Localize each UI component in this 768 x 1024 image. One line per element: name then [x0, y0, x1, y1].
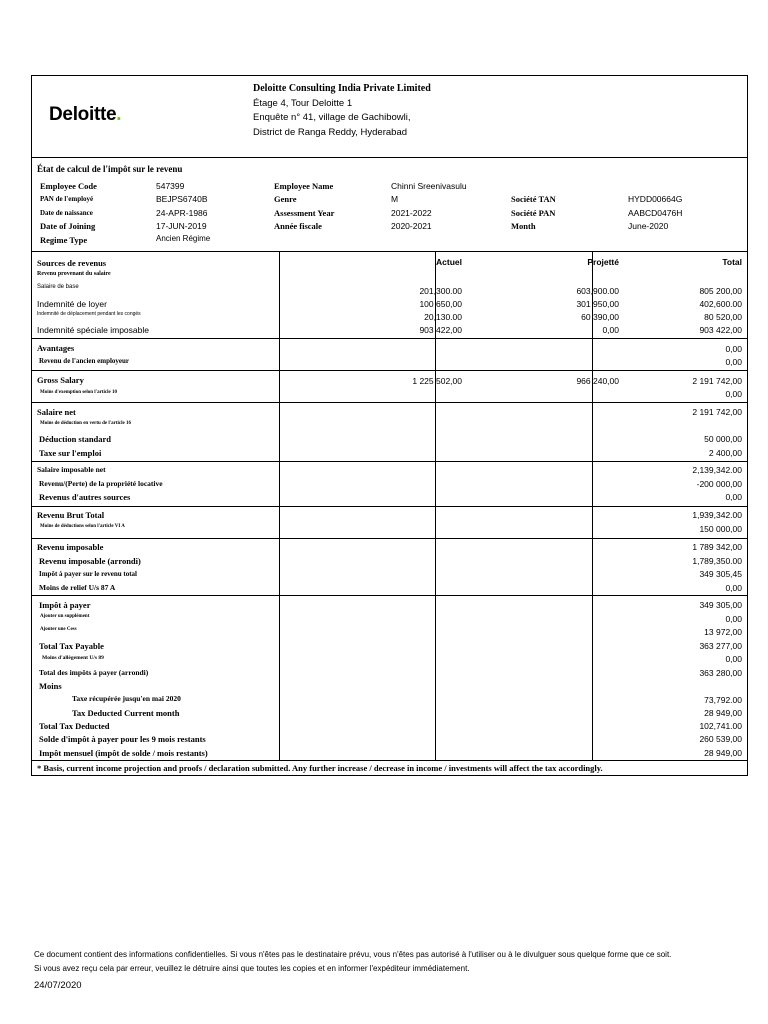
cell-total: 1,789,350.00: [692, 556, 742, 566]
cell-total: 0,00: [725, 492, 742, 502]
row-divider: [32, 338, 747, 339]
row-label: Revenu imposable (arrondi): [39, 556, 141, 566]
company-name: Deloitte Consulting India Private Limited: [253, 83, 431, 94]
assessment-year-value: 2021-2022: [391, 208, 432, 218]
cell-projected: 60 390,00: [581, 312, 619, 322]
row-label: Indemnité spéciale imposable: [37, 325, 149, 335]
address-line: Enquête n° 41, village de Gachibowli,: [253, 112, 411, 123]
row-label: Avantages: [37, 343, 75, 353]
employee-name-label: Employee Name: [274, 181, 334, 191]
cell-total: 2 400,00: [708, 448, 742, 458]
cell-actual: 100 650,00: [419, 299, 462, 309]
employee-code-label: Employee Code: [40, 181, 97, 191]
dob-value: 24-APR-1986: [156, 208, 208, 218]
cell-total: 28 949,00: [704, 748, 742, 758]
cell-actual: 903 422,00: [419, 325, 462, 335]
cell-total: 363 277,00: [699, 641, 742, 651]
footnote-row: [32, 761, 747, 775]
cell-total: 2,139,342.00: [692, 465, 742, 475]
company-tan-label: Société TAN: [511, 194, 556, 204]
row-label: Total Tax Deducted: [39, 721, 110, 731]
row-divider: [32, 506, 747, 507]
row-label: Moins de relief U/s 87 A: [39, 583, 116, 592]
cell-projected: 0,00: [602, 325, 619, 335]
row-divider: [32, 595, 747, 596]
employee-pan-value: BEJPS6740B: [156, 194, 208, 204]
doj-value: 17-JUN-2019: [156, 221, 207, 231]
salary-subheader: Revenu provenant du salaire: [37, 271, 111, 277]
cell-total: 349 305,00: [699, 600, 742, 610]
cell-total: 0,00: [725, 389, 742, 399]
cell-total: 150 000,00: [699, 524, 742, 534]
cell-total: 13 972,00: [704, 627, 742, 637]
address-line: Étage 4, Tour Deloitte 1: [253, 97, 353, 109]
row-label: Moins: [39, 681, 62, 691]
column-header-projected: Projetté: [587, 257, 619, 267]
cell-total: 805 200,00: [699, 286, 742, 296]
row-label: Revenu de l'ancien employeur: [39, 357, 130, 365]
row-label: Solde d'impôt à payer pour les 9 mois restants: [39, 734, 206, 744]
row-divider: [32, 461, 747, 462]
row-label: Indemnité de déplacement pendant les congés: [37, 311, 141, 317]
employee-details: [32, 158, 747, 252]
address-line: District de Ranga Reddy, Hyderabad: [253, 126, 408, 138]
row-label: Ajouter une Cess: [40, 627, 77, 632]
cell-actual: 1 225 502,00: [412, 376, 462, 386]
cell-total: 2 191 742,00: [692, 407, 742, 417]
gender-value: M: [391, 194, 399, 204]
row-label: Salaire de base: [37, 284, 79, 290]
cell-total: 402,600.00: [699, 299, 742, 309]
cell-actual: 20,130.00: [424, 312, 462, 322]
row-label: Ajouter un supplément: [40, 614, 90, 619]
row-divider: [32, 402, 747, 403]
company-pan-value: AABCD0476H: [628, 208, 683, 218]
footnote: * Basis, current income projection and proofs / declaration submitted. Any further increase / decrease in income / investments will affect the tax accordingly.: [37, 763, 603, 773]
cell-actual: 201,300.00: [419, 286, 462, 296]
month-label: Month: [511, 221, 536, 231]
cell-projected: 966 240,00: [576, 376, 619, 386]
row-label: Taxe sur l'emploi: [39, 448, 102, 458]
doj-label: Date of Joining: [40, 221, 96, 231]
cell-total: 0,00: [725, 357, 742, 367]
cell-total: 363 280,00: [699, 668, 742, 678]
cell-total: 260 539,00: [699, 734, 742, 744]
cell-total: 0,00: [725, 654, 742, 664]
fiscal-year-value: 2020-2021: [391, 221, 432, 231]
row-label: Moins de déduction en vertu de l'article 16: [40, 421, 131, 426]
employee-code-value: 547399: [156, 181, 185, 191]
confidentiality-notice: Si vous avez reçu cela par erreur, veuillez le détruire ainsi que toutes les copies et en informer l'expéditeur immédiatement.: [34, 964, 470, 973]
row-label: Salaire net: [37, 407, 76, 417]
document-header: [32, 76, 747, 158]
company-address: [253, 82, 431, 140]
row-label: Revenus d'autres sources: [39, 492, 131, 502]
cell-total: 0,00: [725, 583, 742, 593]
column-header-total: Total: [722, 257, 742, 267]
fiscal-year-label: Année fiscale: [274, 221, 322, 231]
cell-total: 102,741.00: [699, 721, 742, 731]
row-divider: [32, 538, 747, 539]
column-header-actual: Actuel: [436, 257, 462, 267]
row-label: Tax Deducted Current month: [72, 708, 180, 718]
row-label: Moins d'allègement U/s 89: [42, 655, 104, 661]
cell-total: 80 520,00: [704, 312, 742, 322]
row-label: Total Tax Payable: [39, 641, 104, 651]
row-label: Déduction standard: [39, 434, 112, 444]
confidentiality-notice: Ce document contient des informations confidentielles. Si vous n'êtes pas le destinataire prévu, vous n'êtes pas autorisé à l'utiliser ou à le divulguer sous quelque forme que ce soit.: [34, 950, 672, 959]
month-value: June-2020: [628, 221, 669, 231]
employee-name-value: Chinni Sreenivasulu: [391, 181, 467, 191]
cell-total: 903 422,00: [699, 325, 742, 335]
cell-total: 73,792.00: [704, 695, 742, 705]
section-title: État de calcul de l'impôt sur le revenu: [37, 164, 183, 174]
row-label: Revenu Brut Total: [37, 510, 105, 520]
cell-total: -200 000,00: [696, 479, 742, 489]
dob-label: Date de naissance: [40, 209, 93, 217]
cell-total: 349 305,45: [699, 569, 742, 579]
cell-total: 0,00: [725, 614, 742, 624]
cell-total: 2 191 742,00: [692, 376, 742, 386]
company-tan-value: HYDD00664G: [628, 194, 683, 204]
income-tax-table: [32, 252, 747, 761]
assessment-year-label: Assessment Year: [274, 208, 335, 218]
gender-label: Genre: [274, 194, 297, 204]
row-label: Moins d'exemption selon l'article 10: [40, 390, 117, 395]
tax-computation-sheet: [31, 75, 748, 776]
cell-total: 1,939,342.00: [692, 510, 742, 520]
document-date: 24/07/2020: [34, 980, 82, 991]
row-label: Moins de déductions selon l'article VI A: [40, 524, 125, 529]
row-label: Impôt à payer: [39, 600, 91, 610]
cell-total: 50 000,00: [704, 434, 742, 444]
row-label: Taxe récupérée jusqu'en mai 2020: [72, 694, 181, 703]
row-label: Indemnité de loyer: [37, 299, 107, 309]
regime-label: Regime Type: [40, 235, 88, 245]
row-divider: [32, 370, 747, 371]
row-label: Impôt à payer sur le revenu total: [39, 570, 137, 578]
employee-pan-label: PAN de l'employé: [40, 195, 94, 203]
row-label: Salaire imposable net: [37, 465, 106, 474]
deloitte-logo: Deloitte.: [49, 104, 122, 125]
row-label: Total des impôts à payer (arrondi): [39, 668, 149, 677]
cell-total: 28 949,00: [704, 708, 742, 718]
column-header-sources: Sources de revenus: [37, 258, 107, 268]
company-pan-label: Société PAN: [511, 208, 556, 218]
cell-total: 1 789 342,00: [692, 542, 742, 552]
cell-projected: 603,900.00: [576, 286, 619, 296]
row-label: Revenu/(Perte) de la propriété locative: [39, 479, 163, 488]
cell-projected: 301 950,00: [576, 299, 619, 309]
regime-value: Ancien Régime: [156, 234, 211, 243]
row-label: Gross Salary: [37, 375, 84, 385]
cell-total: 0,00: [725, 344, 742, 354]
row-label: Impôt mensuel (impôt de solde / mois restants): [39, 748, 208, 758]
row-label: Revenu imposable: [37, 542, 104, 552]
